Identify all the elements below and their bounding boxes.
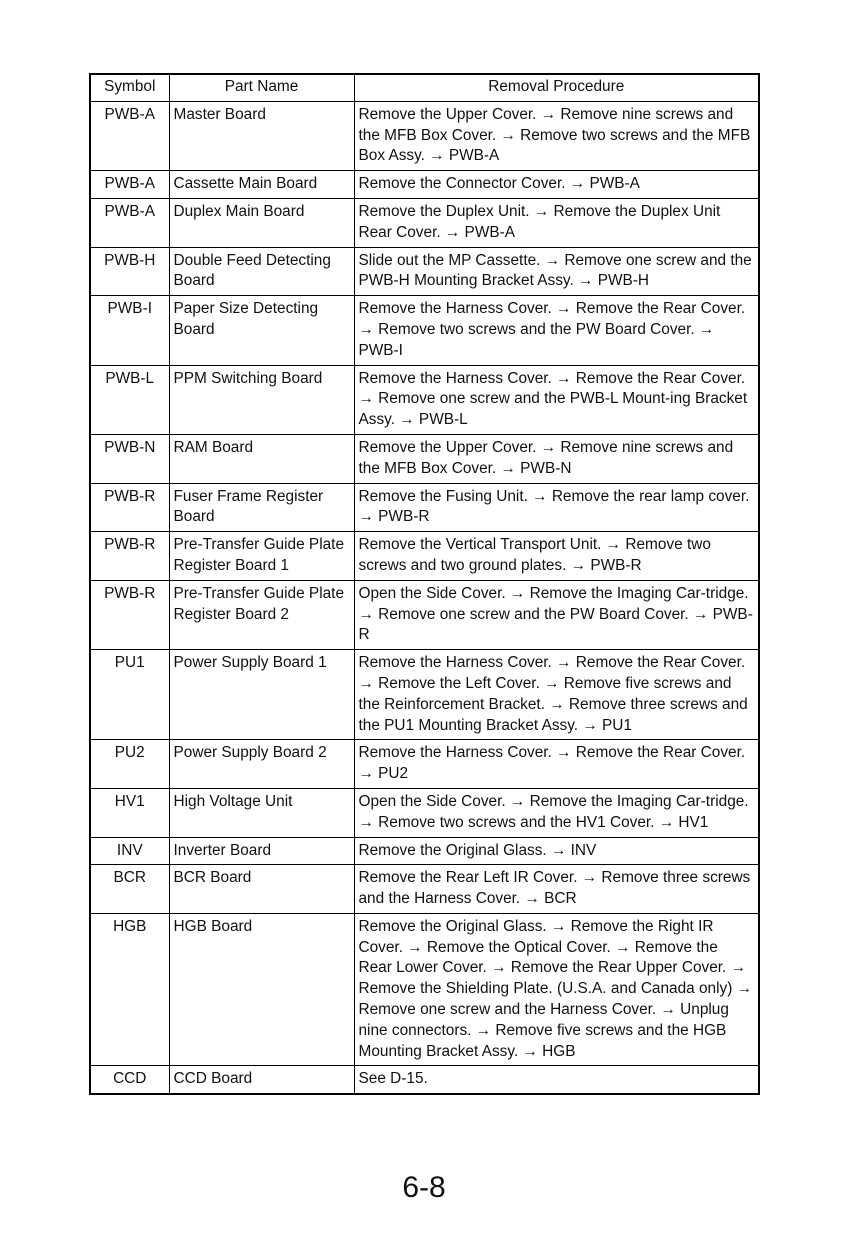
cell-removal-procedure: Open the Side Cover. → Remove the Imaging Car-tridge. → Remove two screws and the HV1 Cover. → HV1: [354, 788, 759, 837]
header-part-name: Part Name: [169, 74, 354, 101]
cell-symbol: PWB-H: [90, 247, 169, 296]
table-row: [90, 434, 759, 483]
cell-symbol: HV1: [90, 788, 169, 837]
cell-part-name: Power Supply Board 1: [169, 650, 354, 740]
cell-symbol: INV: [90, 837, 169, 865]
cell-symbol: BCR: [90, 865, 169, 914]
cell-removal-procedure: Remove the Harness Cover. → Remove the Rear Cover. → PU2: [354, 740, 759, 789]
cell-symbol: PWB-R: [90, 580, 169, 649]
cell-part-name: Paper Size Detecting Board: [169, 296, 354, 365]
cell-symbol: HGB: [90, 913, 169, 1066]
cell-removal-procedure: Open the Side Cover. → Remove the Imaging Car-tridge. → Remove one screw and the PW Board Cover. → PWB-R: [354, 580, 759, 649]
table-row: [90, 913, 759, 1066]
table-header-row: [90, 74, 759, 101]
table-row: [90, 865, 759, 914]
cell-symbol: PWB-A: [90, 101, 169, 170]
table-row: [90, 198, 759, 247]
header-removal-procedure: Removal Procedure: [354, 74, 759, 101]
cell-removal-procedure: Remove the Original Glass. → Remove the Right IR Cover. → Remove the Optical Cover. → Remove the Rear Lower Cover. → Remove the Rear Upper Cover. → Remove the Shielding Plate. (U.S.A. and Canada only) → Remove one screw and the Harness Cover. → Unplug nine connectors. → Remove five screws and the HGB Mounting Bracket Assy. → HGB: [354, 913, 759, 1066]
cell-part-name: BCR Board: [169, 865, 354, 914]
cell-removal-procedure: Remove the Rear Left IR Cover. → Remove three screws and the Harness Cover. → BCR: [354, 865, 759, 914]
table-row: [90, 1066, 759, 1094]
cell-removal-procedure: Remove the Upper Cover. → Remove nine screws and the MFB Box Cover. → PWB-N: [354, 434, 759, 483]
cell-removal-procedure: Remove the Harness Cover. → Remove the Rear Cover. → Remove one screw and the PWB-L Mount-ing Bracket Assy. → PWB-L: [354, 365, 759, 434]
page-number: 6-8: [402, 1171, 446, 1204]
cell-part-name: Inverter Board: [169, 837, 354, 865]
table-row: [90, 740, 759, 789]
table-row: [90, 532, 759, 581]
cell-part-name: CCD Board: [169, 1066, 354, 1094]
header-symbol: Symbol: [90, 74, 169, 101]
cell-part-name: Cassette Main Board: [169, 171, 354, 199]
table-row: [90, 788, 759, 837]
cell-part-name: High Voltage Unit: [169, 788, 354, 837]
cell-removal-procedure: Remove the Harness Cover. → Remove the Rear Cover. → Remove two screws and the PW Board Cover. → PWB-I: [354, 296, 759, 365]
cell-symbol: PWB-L: [90, 365, 169, 434]
cell-part-name: PPM Switching Board: [169, 365, 354, 434]
cell-part-name: Fuser Frame Register Board: [169, 483, 354, 532]
table-row: [90, 171, 759, 199]
table-row: [90, 580, 759, 649]
cell-part-name: Double Feed Detecting Board: [169, 247, 354, 296]
cell-removal-procedure: Remove the Upper Cover. → Remove nine screws and the MFB Box Cover. → Remove two screws and the MFB Box Assy. → PWB-A: [354, 101, 759, 170]
table-row: [90, 101, 759, 170]
cell-removal-procedure: Remove the Vertical Transport Unit. → Remove two screws and two ground plates. → PWB-R: [354, 532, 759, 581]
table-row: [90, 837, 759, 865]
cell-symbol: PU2: [90, 740, 169, 789]
cell-removal-procedure: Remove the Connector Cover. → PWB-A: [354, 171, 759, 199]
cell-symbol: PWB-R: [90, 532, 169, 581]
cell-part-name: Pre-Transfer Guide Plate Register Board 1: [169, 532, 354, 581]
table-row: [90, 247, 759, 296]
cell-removal-procedure: Remove the Harness Cover. → Remove the Rear Cover. → Remove the Left Cover. → Remove five screws and the Reinforcement Bracket. → Remove three screws and the PU1 Mounting Bracket Assy. → PU1: [354, 650, 759, 740]
cell-symbol: PU1: [90, 650, 169, 740]
cell-part-name: RAM Board: [169, 434, 354, 483]
cell-part-name: HGB Board: [169, 913, 354, 1066]
cell-symbol: PWB-N: [90, 434, 169, 483]
table-row: [90, 296, 759, 365]
removal-procedure-table: [89, 73, 760, 1095]
cell-symbol: PWB-A: [90, 198, 169, 247]
cell-part-name: Master Board: [169, 101, 354, 170]
cell-removal-procedure: Remove the Fusing Unit. → Remove the rear lamp cover. → PWB-R: [354, 483, 759, 532]
table-body: [90, 101, 759, 1094]
table-row: [90, 365, 759, 434]
table-row: [90, 483, 759, 532]
cell-symbol: PWB-A: [90, 171, 169, 199]
cell-removal-procedure: Slide out the MP Cassette. → Remove one screw and the PWB-H Mounting Bracket Assy. → PWB-H: [354, 247, 759, 296]
cell-symbol: PWB-I: [90, 296, 169, 365]
table-row: [90, 650, 759, 740]
cell-removal-procedure: Remove the Original Glass. → INV: [354, 837, 759, 865]
cell-symbol: PWB-R: [90, 483, 169, 532]
cell-symbol: CCD: [90, 1066, 169, 1094]
cell-part-name: Power Supply Board 2: [169, 740, 354, 789]
cell-part-name: Duplex Main Board: [169, 198, 354, 247]
cell-removal-procedure: See D-15.: [354, 1066, 759, 1094]
cell-part-name: Pre-Transfer Guide Plate Register Board 2: [169, 580, 354, 649]
cell-removal-procedure: Remove the Duplex Unit. → Remove the Duplex Unit Rear Cover. → PWB-A: [354, 198, 759, 247]
